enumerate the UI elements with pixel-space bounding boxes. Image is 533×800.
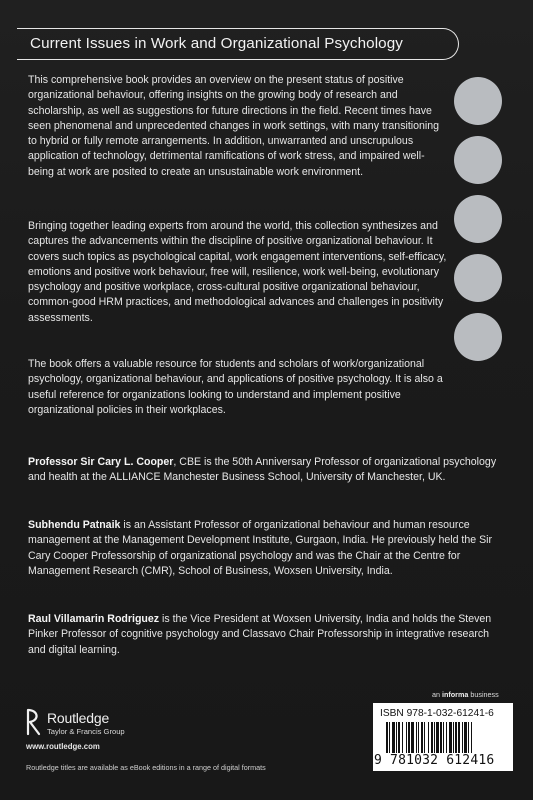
publisher-website: www.routledge.com [26, 742, 100, 751]
series-title: Current Issues in Work and Organizational Psychology [30, 35, 403, 52]
barcode-bar [411, 722, 414, 756]
author-bio-1 [28, 455, 504, 486]
barcode-bar [453, 722, 454, 756]
barcode-bar [431, 722, 433, 756]
barcode-bar [468, 722, 469, 756]
barcode-bar [434, 722, 435, 756]
blurb-paragraph-3: The book offers a valuable resource for students and scholars of work/organizational psychology, organizational behaviour, and applications of positive psychology. It is also a useful reference for organizations looking to understand and implement positive organizational policies in their workplaces. [28, 358, 443, 416]
decorative-circle-1 [454, 77, 502, 125]
decorative-circle-5 [454, 313, 502, 361]
blurb-paragraph-2: Bringing together leading experts from around the world, this collection synthesizes and captures the advancements within the discipline of positive organizational behaviour. It covers such topics as psychological capital, work engagement interventions, self-efficacy, emotions and positive work behaviour, free will, resilience, work well-being, evolutionary psychology and positive workplace, cross-cultural positive organizational behaviour, common-good HRM practices, and methodological advances and challenges in positivity assessments. [28, 220, 447, 324]
barcode-bar [440, 722, 442, 756]
author-bio-text-2: is an Assistant Professor of organizational behaviour and human resource management at the Management Development Institute, Gurgaon, India. He previously held the Sir Cary Cooper Professorship of organizational psychology and was the Chair at the Centre for Management Research (CMR), School of Business, Woxsen University, India. [28, 519, 493, 577]
author-name-3: Raul Villamarin Rodriguez [28, 613, 160, 625]
barcode-bar [462, 722, 463, 756]
barcode-bar [406, 722, 407, 756]
author-name-2: Subhendu Patnaik [28, 519, 121, 531]
barcode-bar [421, 722, 423, 756]
barcode-bar [396, 722, 397, 756]
barcode-bar [443, 722, 444, 756]
author-name-1: Professor Sir Cary L. Cooper [28, 456, 174, 468]
author-bio-text-3: is the Vice President at Woxsen University, India and holds the Steven Pinker Professor of cognitive psychology and Classavo Chair Professorship in integrative research and digital learning. [28, 613, 492, 656]
isbn-text: ISBN 978-1-032-61241-6 [380, 708, 494, 719]
informa-suffix: business [468, 690, 499, 699]
barcode-digits: 9 781032 612416 [374, 753, 495, 768]
author-bio-3 [28, 612, 504, 658]
author-bio-text-1: , CBE is the 50th Anniversary Professor of organizational psychology and health at the ALLIANCE Manchester Business School, University of Manchester, UK. [28, 456, 497, 484]
informa-prefix: an [432, 690, 442, 699]
decorative-circle-2 [454, 136, 502, 184]
publisher-name: Routledge [47, 710, 110, 726]
barcode-bar [471, 722, 472, 756]
barcode-bar [408, 722, 410, 756]
ebook-note: Routledge titles are available as eBook editions in a range of digital formats [26, 763, 266, 772]
barcode-bar [428, 722, 429, 756]
barcode-bar [436, 722, 439, 756]
blurb-paragraph-1: This comprehensive book provides an overview on the present status of positive organizational behaviour, offering insights on the growing body of research and scholarship, as well as suggestions for future directions in the field. Recent times have seen phenomenal and unprecedented changes in work settings, with many transitioning to hybrid or fully remote arrangements. In addition, unwarranted and unscrupulous application of technology, detrimental ramifications of work stress, and impaired well-being at work are posited to create an unsustainable work environment. [28, 74, 440, 178]
barcode-bar [458, 722, 460, 756]
barcode-bar [446, 722, 447, 756]
barcode-bar [398, 722, 400, 756]
barcode-bar [416, 722, 417, 756]
barcode-bar [449, 722, 452, 756]
barcode-bar [402, 722, 403, 756]
barcode-bar [392, 722, 395, 756]
barcode-bar [424, 722, 425, 756]
informa-brand: informa [442, 690, 469, 699]
publisher-subtitle: Taylor & Francis Group [47, 727, 125, 736]
barcode-bar [418, 722, 419, 756]
barcode-bar [455, 722, 457, 756]
informa-business-label [432, 690, 499, 699]
barcode-bar [389, 722, 390, 756]
decorative-circle-4 [454, 254, 502, 302]
routledge-logo-icon [26, 708, 42, 736]
author-bio-2 [28, 518, 504, 579]
decorative-circle-3 [454, 195, 502, 243]
barcode-bar [386, 722, 388, 756]
barcode-bar [464, 722, 467, 756]
